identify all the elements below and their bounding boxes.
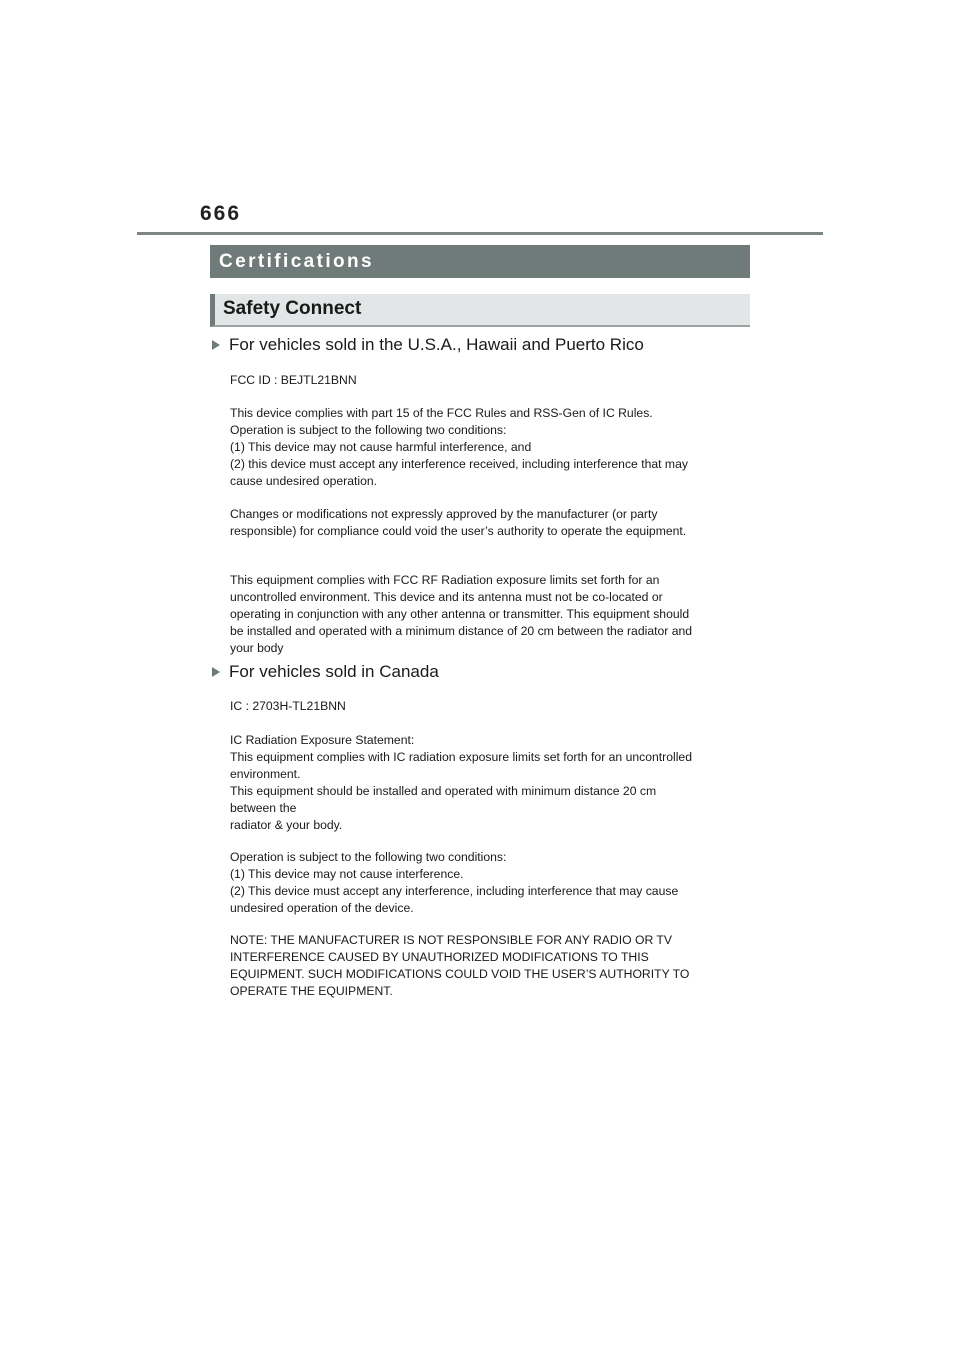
text-line: This equipment should be installed and operated with minimum distance 20 cm xyxy=(230,783,657,798)
text-line: between the xyxy=(230,800,297,815)
text-line: responsible) for compliance could void the user’s authority to operate the equipment. xyxy=(230,523,687,538)
text-line: This equipment complies with FCC RF Radiation exposure limits set forth for an xyxy=(230,573,660,587)
text-line: (1) This device may not cause interference. xyxy=(230,866,464,881)
text-line: This device complies with part 15 of the FCC Rules and RSS-Gen of IC Rules. xyxy=(230,406,653,420)
section-title: Certifications xyxy=(210,245,750,278)
usa-compliance-block xyxy=(230,405,750,490)
text-line: radiator & your body. xyxy=(230,817,343,832)
text-line: environment. xyxy=(230,766,301,781)
header-rule xyxy=(137,232,823,235)
usa-heading-text: For vehicles sold in the U.S.A., Hawaii and Puerto Rico xyxy=(229,335,644,354)
canada-conditions-block xyxy=(230,849,750,917)
text-line: operating in conjunction with any other antenna or transmitter. This equipment should xyxy=(230,606,690,621)
text-line: OPERATE THE EQUIPMENT. xyxy=(230,983,393,998)
text-line: Changes or modifications not expressly approved by the manufacturer (or party xyxy=(230,507,658,521)
page-number: 666 xyxy=(200,202,242,225)
usa-changes-block xyxy=(230,506,750,540)
canada-exposure-block xyxy=(230,732,750,833)
text-line: INTERFERENCE CAUSED BY UNAUTHORIZED MODIFICATIONS TO THIS xyxy=(230,949,649,964)
text-line: cause undesired operation. xyxy=(230,473,378,488)
text-line: Operation is subject to the following two conditions: xyxy=(230,422,507,437)
fcc-id: FCC ID : BEJTL21BNN xyxy=(230,373,357,387)
usa-rf-block xyxy=(230,572,750,657)
canada-heading xyxy=(212,662,439,682)
canada-note-block xyxy=(230,932,750,1000)
text-line: NOTE: THE MANUFACTURER IS NOT RESPONSIBLE FOR ANY RADIO OR TV xyxy=(230,933,672,947)
usa-heading xyxy=(212,335,644,355)
text-line: IC Radiation Exposure Statement: xyxy=(230,733,415,747)
text-line: This equipment complies with IC radiation exposure limits set forth for an uncontrolled xyxy=(230,749,692,764)
text-line: be installed and operated with a minimum distance of 20 cm between the radiator and xyxy=(230,623,693,638)
text-line: (2) this device must accept any interference received, including interference that may xyxy=(230,456,688,471)
text-line: undesired operation of the device. xyxy=(230,900,414,915)
text-line: (2) This device must accept any interference, including interference that may cause xyxy=(230,883,679,898)
text-line: EQUIPMENT. SUCH MODIFICATIONS COULD VOID THE USER’S AUTHORITY TO xyxy=(230,966,690,981)
triangle-bullet-icon xyxy=(212,340,220,350)
subsection-title: Safety Connect xyxy=(210,294,750,327)
canada-heading-text: For vehicles sold in Canada xyxy=(229,662,439,681)
usa-fcc-id-block xyxy=(230,372,750,389)
text-line: (1) This device may not cause harmful interference, and xyxy=(230,439,532,454)
canada-ic-id-block xyxy=(230,698,750,715)
text-line: Operation is subject to the following two conditions: xyxy=(230,850,507,864)
triangle-bullet-icon xyxy=(212,667,220,677)
text-line: uncontrolled environment. This device and its antenna must not be co-located or xyxy=(230,589,663,604)
text-line: your body xyxy=(230,640,284,655)
ic-id: IC : 2703H-TL21BNN xyxy=(230,699,346,713)
